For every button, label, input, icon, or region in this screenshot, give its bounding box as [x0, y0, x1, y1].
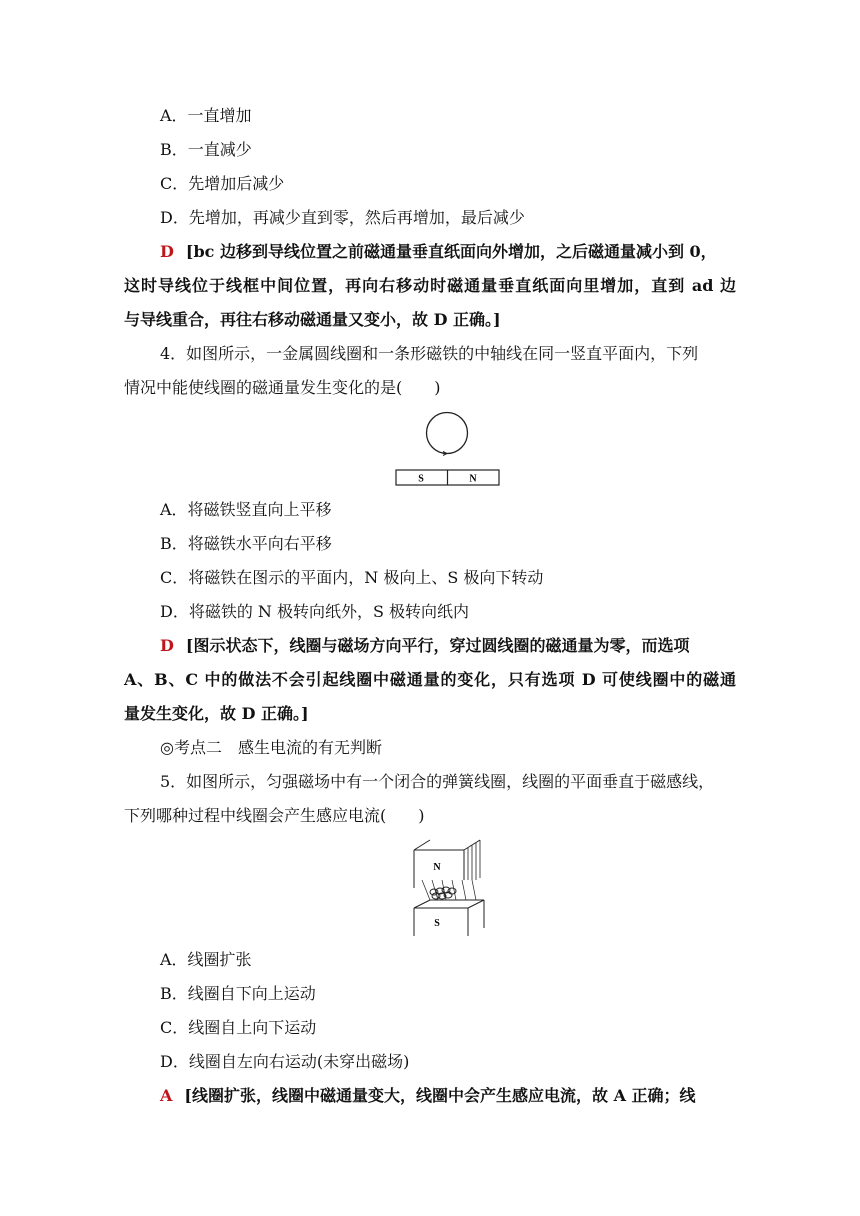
q4-option-a: A．将磁铁竖直向上平移 [160, 500, 332, 519]
q4-option-d: D．将磁铁的 N 极转向纸外，S 极转向纸内 [160, 602, 470, 621]
q4-magnet-s-label: S [418, 473, 424, 485]
section-heading: ◎考点二 感生电流的有无判断 [160, 738, 382, 757]
q5-answer-line [160, 1086, 696, 1106]
q3-explanation-line-3: 与导线重合，再往右移动磁通量又变小，故 D 正确。] [124, 310, 501, 329]
q3-answer-line [160, 242, 717, 262]
q5-option-c: C．线圈自上向下运动 [160, 1018, 317, 1037]
q5-stem-line-1: 5．如图所示，匀强磁场中有一个闭合的弹簧线圈，线圈的平面垂直于磁感线， [160, 772, 715, 791]
q4-coil-magnet-figure [390, 408, 510, 490]
q5-explanation-line-1: [线圈扩张，线圈中磁通量变大，线圈中会产生感应电流，故 A 正确；线 [184, 1086, 696, 1105]
q3-option-b: B．一直减少 [160, 140, 252, 159]
q5-spring-coil-figure [410, 838, 490, 938]
q4-option-c: C．将磁铁在图示的平面内，N 极向上、S 极向下转动 [160, 568, 544, 587]
q3-explanation-line-1: [bc 边移到导线位置之前磁通量垂直纸面向外增加，之后磁通量减小到 0， [185, 242, 717, 261]
q5-answer-letter: A [160, 1086, 173, 1105]
q5-pole-s-label: S [434, 918, 440, 929]
q3-explanation-line-2: 这时导线位于线框中间位置，再向右移动时磁通量垂直纸面向里增加，直到 ad 边 [124, 276, 736, 295]
q4-stem-line-1: 4．如图所示，一金属圆线圈和一条形磁铁的中轴线在同一竖直平面内，下列 [160, 344, 699, 363]
q3-option-a: A．一直增加 [160, 106, 252, 125]
q3-option-c: C．先增加后减少 [160, 174, 285, 193]
q4-stem-line-2: 情况中能使线圈的磁通量发生变化的是( ) [124, 378, 441, 397]
q3-option-d: D．先增加，再减少直到零，然后再增加，最后减少 [160, 208, 525, 227]
q4-explanation-line-2: A、B、C 中的做法不会引起线圈中磁通量的变化，只有选项 D 可使线圈中的磁通 [124, 670, 736, 689]
q5-stem-line-2: 下列哪种过程中线圈会产生感应电流( ) [124, 806, 425, 825]
q5-spring-coil [430, 887, 456, 899]
q3-answer-letter: D [160, 242, 174, 261]
q4-answer-line [160, 636, 689, 656]
q4-explanation-line-1: [图示状态下，线圈与磁场方向平行，穿过圆线圈的磁通量为零，而选项 [185, 636, 690, 655]
q4-explanation-line-3: 量发生变化，故 D 正确。] [124, 704, 309, 723]
q4-coil-circle [427, 413, 468, 454]
q5-pole-n-label: N [433, 862, 441, 873]
q5-option-b: B．线圈自下向上运动 [160, 984, 316, 1003]
q4-answer-letter: D [160, 636, 174, 655]
q4-option-b: B．将磁铁水平向右平移 [160, 534, 332, 553]
q5-option-a: A．线圈扩张 [160, 950, 252, 969]
q4-magnet-n-label: N [469, 473, 477, 485]
q5-option-d: D．线圈自左向右运动(未穿出磁场) [160, 1052, 410, 1071]
